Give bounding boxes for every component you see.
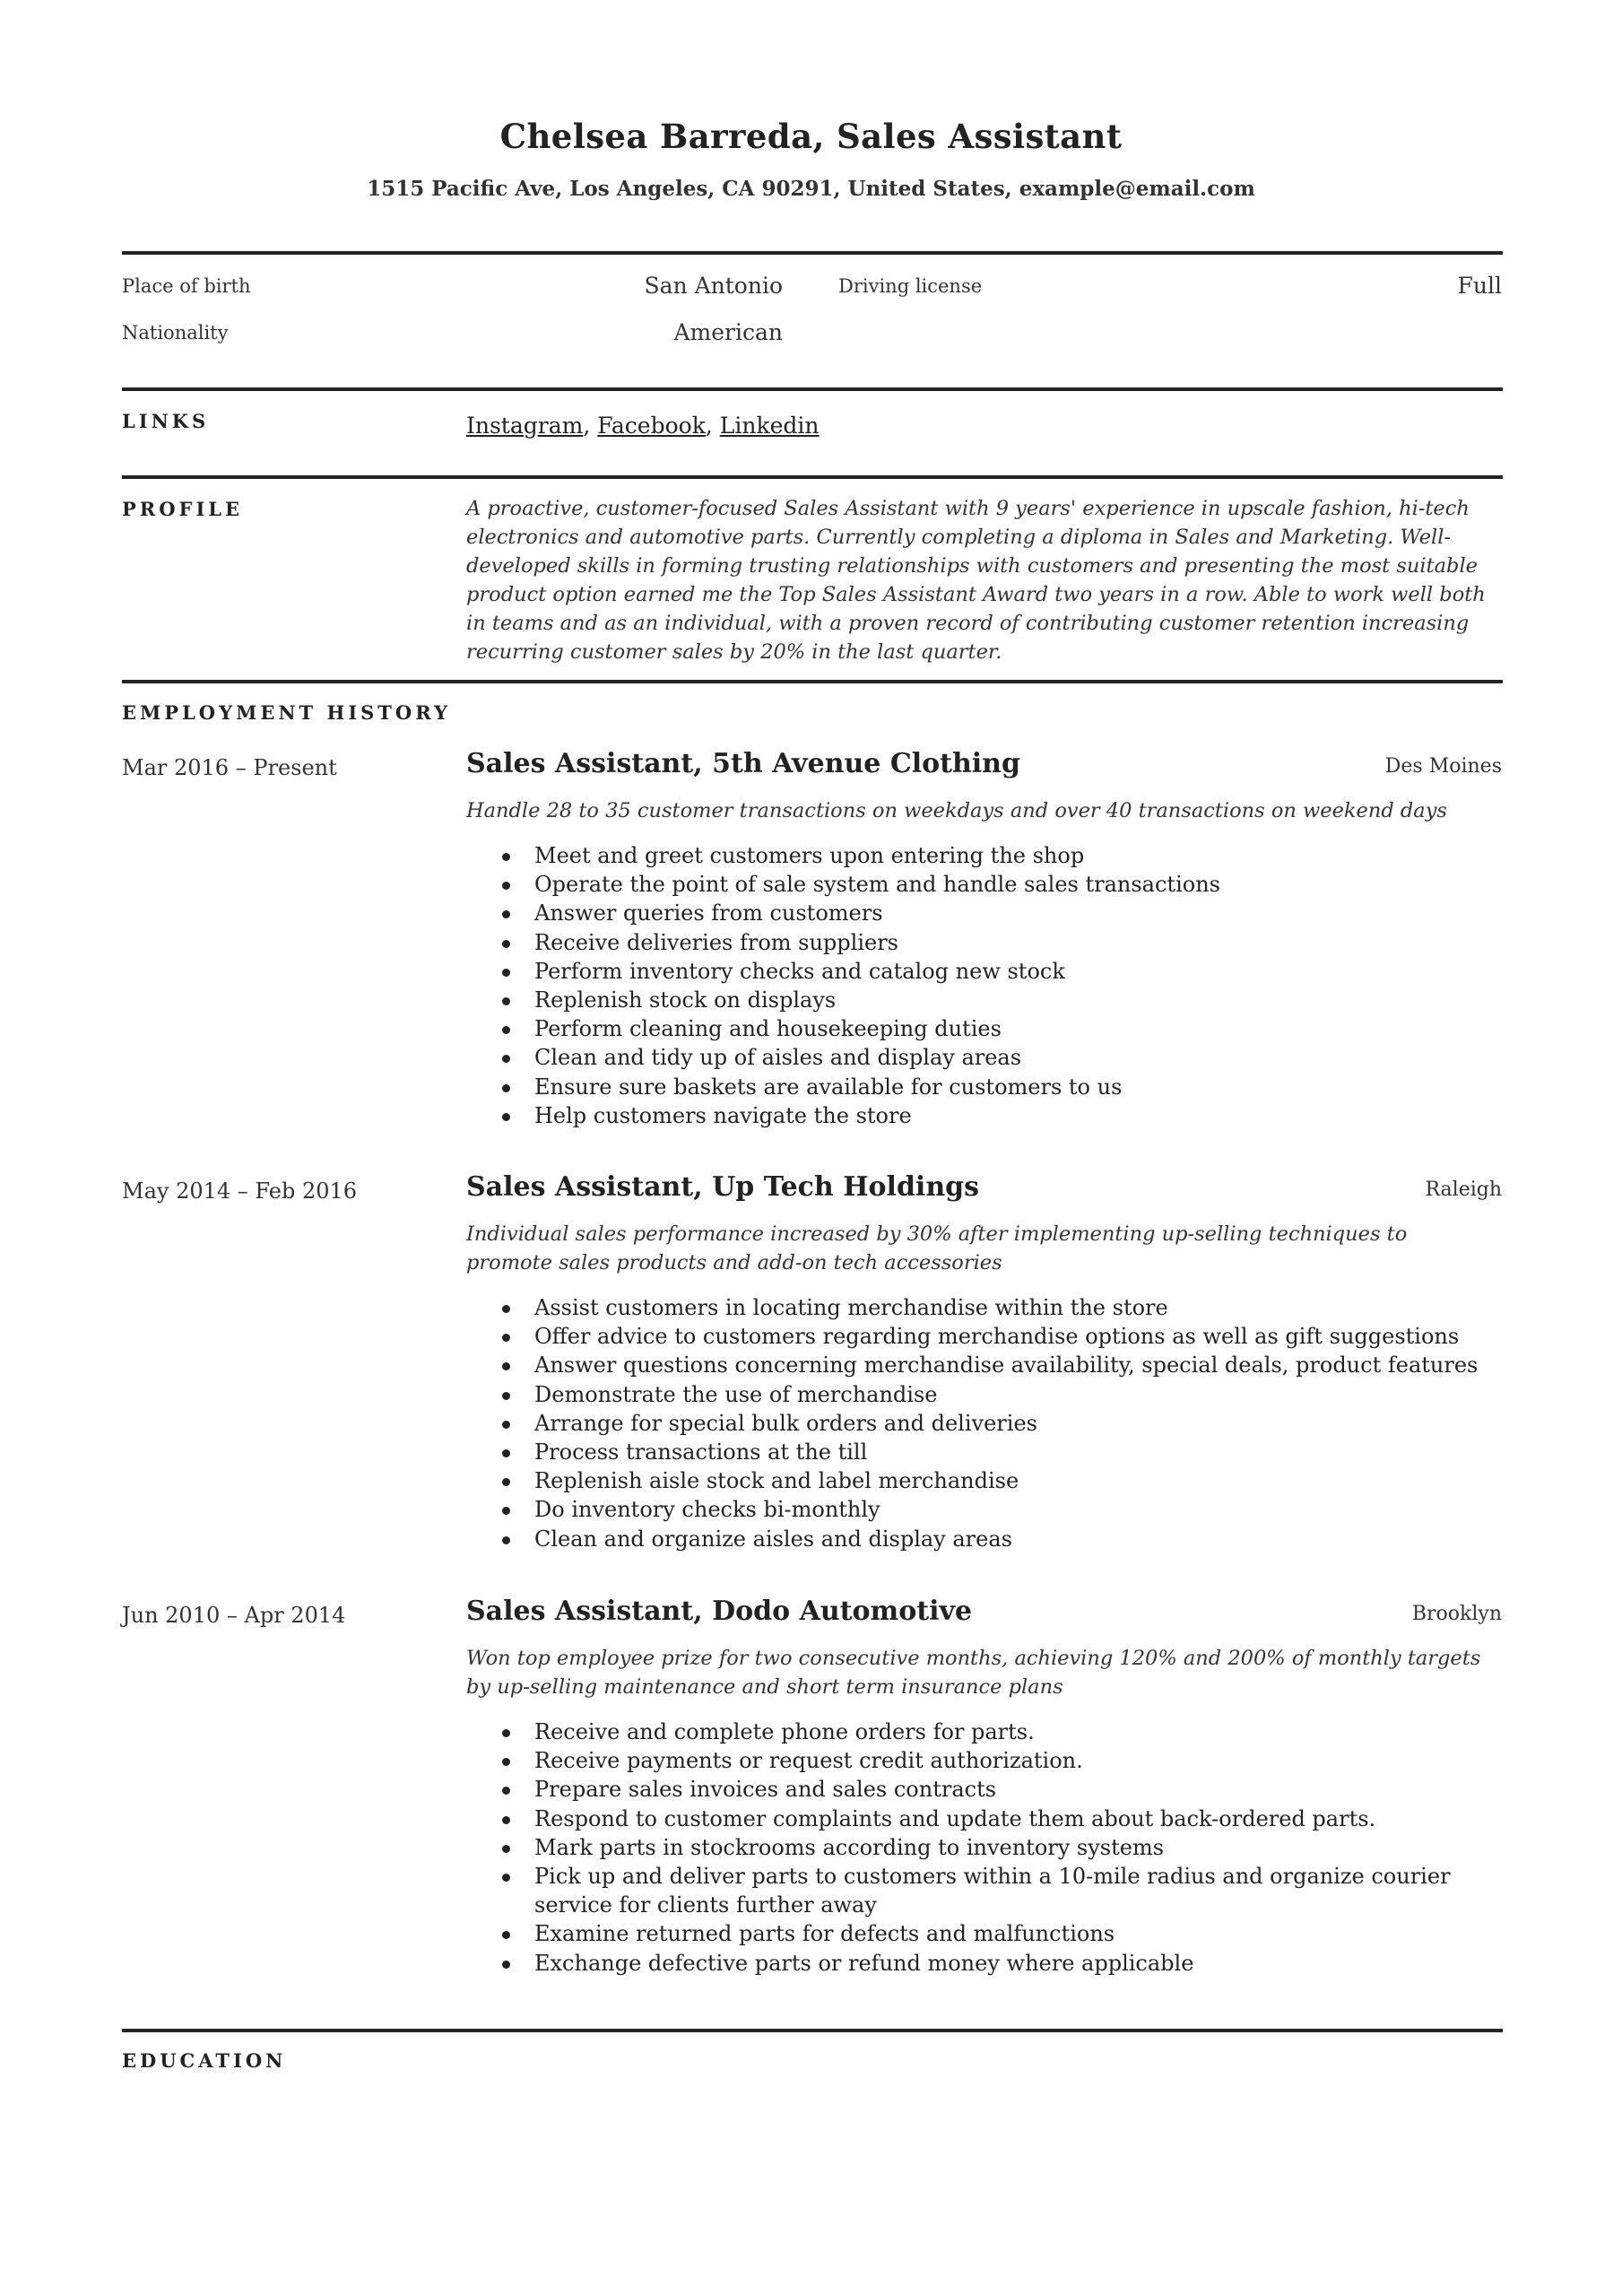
duty-item: Demonstrate the use of merchandise: [466, 1380, 1497, 1409]
duty-item: Receive deliveries from suppliers: [466, 928, 1497, 957]
duty-item: Answer queries from customers: [466, 899, 1497, 927]
duty-item: Examine returned parts for defects and malfunctions: [466, 1919, 1497, 1948]
divider: [122, 680, 1503, 683]
duty-item: Offer advice to customers regarding merchandise options as well as gift suggestions: [466, 1322, 1497, 1351]
bullet-icon: [502, 1055, 510, 1063]
bullet-icon: [502, 1536, 510, 1544]
bullet-icon: [502, 997, 510, 1005]
divider: [122, 251, 1503, 255]
education-heading: EDUCATION: [122, 2049, 287, 2072]
job-summary: Won top employee prize for two consecutive months, achieving 120% and 200% of monthly targets by up-selling maintenance and short term insurance plans: [466, 1647, 1481, 1699]
bullet-icon: [502, 1874, 510, 1882]
job-title: Sales Assistant, Dodo Automotive: [466, 1596, 973, 1627]
duty-item: Perform cleaning and housekeeping duties: [466, 1014, 1497, 1043]
job-duties: [466, 1293, 1497, 1553]
job-dates: May 2014 – Feb 2016: [122, 1178, 358, 1204]
bullet-icon: [502, 1758, 510, 1766]
links-heading: LINKS: [122, 410, 210, 432]
link-separator: ,: [583, 413, 598, 439]
bullet-icon: [502, 1816, 510, 1824]
bullet-icon: [502, 1084, 510, 1092]
job-title: Sales Assistant, Up Tech Holdings: [466, 1171, 979, 1203]
links-list: [466, 413, 820, 439]
linkedin-link[interactable]: Linkedin: [719, 413, 820, 439]
duty-item: Operate the point of sale system and handle sales transactions: [466, 870, 1497, 899]
job-duties: [466, 1718, 1497, 1978]
job-city: Brooklyn: [1411, 1603, 1502, 1625]
bullet-icon: [502, 882, 510, 890]
divider: [122, 387, 1503, 391]
bullet-icon: [502, 853, 510, 861]
profile-heading: PROFILE: [122, 498, 244, 520]
duty-item: Replenish stock on displays: [466, 986, 1497, 1014]
bullet-icon: [502, 1334, 510, 1342]
bullet-icon: [502, 1478, 510, 1486]
bullet-icon: [502, 1421, 510, 1429]
bullet-icon: [502, 1931, 510, 1939]
contact-line: 1515 Pacific Ave, Los Angeles, CA 90291, United States, example@email.com: [367, 177, 1255, 201]
divider: [122, 475, 1503, 479]
duty-item: Process transactions at the till: [466, 1438, 1497, 1466]
bullet-icon: [502, 910, 510, 918]
place-of-birth-label: Place of birth: [122, 275, 251, 297]
bullet-icon: [502, 1449, 510, 1457]
duty-item: Pick up and deliver parts to customers within a 10-mile radius and organize courier service for clients further away: [466, 1862, 1497, 1919]
place-of-birth-value: San Antonio: [644, 273, 783, 299]
duty-item: Prepare sales invoices and sales contracts: [466, 1775, 1497, 1804]
driving-license-value: Full: [1457, 273, 1502, 299]
driving-license-label: Driving license: [838, 275, 983, 297]
duty-item: Clean and organize aisles and display areas: [466, 1525, 1497, 1553]
bullet-icon: [502, 1961, 510, 1969]
duty-item: Perform inventory checks and catalog new stock: [466, 957, 1497, 986]
nationality-label: Nationality: [122, 322, 229, 344]
resume-name-title: Chelsea Barreda, Sales Assistant: [499, 117, 1123, 156]
bullet-icon: [502, 1392, 510, 1400]
duty-item: Assist customers in locating merchandise within the store: [466, 1293, 1497, 1322]
duty-item: Ensure sure baskets are available for customers to us: [466, 1073, 1497, 1101]
bullet-icon: [502, 969, 510, 977]
duty-item: Receive payments or request credit authorization.: [466, 1746, 1497, 1775]
bullet-icon: [502, 1305, 510, 1313]
job-dates: Mar 2016 – Present: [122, 755, 337, 780]
duty-item: Replenish aisle stock and label merchandise: [466, 1466, 1497, 1495]
nationality-value: American: [673, 319, 783, 345]
job-duties: [466, 841, 1497, 1130]
job-summary: Individual sales performance increased by 30% after implementing up-selling techniques to promote sales products and add-on tech accessories: [466, 1222, 1408, 1274]
employment-heading: EMPLOYMENT HISTORY: [122, 701, 452, 724]
duty-item: Exchange defective parts or refund money where applicable: [466, 1949, 1497, 1978]
duty-item: Clean and tidy up of aisles and display areas: [466, 1043, 1497, 1072]
profile-text: A proactive, customer-focused Sales Assistant with 9 years' experience in upscale fashion, hi-tech electronics and automotive parts. Currently completing a diploma in Sales and Marketing. Well-developed skills in forming trusting relationships with customers and presenting the most suitable product option earned me the Top Sales Assistant Award two years in a row. Able to work well both in teams and as an individual, with a proven record of contributing customer retention increasing recurring customer sales by 20% in the last quarter.: [466, 497, 1486, 664]
bullet-icon: [502, 1729, 510, 1737]
job-title: Sales Assistant, 5th Avenue Clothing: [466, 748, 1020, 779]
bullet-icon: [502, 940, 510, 948]
bullet-icon: [502, 1362, 510, 1370]
job-dates: Jun 2010 – Apr 2014: [122, 1603, 346, 1628]
job-city: Raleigh: [1425, 1178, 1502, 1201]
facebook-link[interactable]: Facebook: [597, 413, 706, 439]
instagram-link[interactable]: Instagram: [466, 413, 584, 439]
bullet-icon: [502, 1787, 510, 1795]
bullet-icon: [502, 1026, 510, 1034]
duty-item: Help customers navigate the store: [466, 1101, 1497, 1130]
job-summary: Handle 28 to 35 customer transactions on weekdays and over 40 transactions on weekend days: [466, 799, 1447, 822]
duty-item: Arrange for special bulk orders and deliveries: [466, 1409, 1497, 1438]
link-separator: ,: [705, 413, 720, 439]
duty-item: Respond to customer complaints and update them about back-ordered parts.: [466, 1805, 1497, 1833]
duty-item: Receive and complete phone orders for parts.: [466, 1718, 1497, 1746]
duty-item: Answer questions concerning merchandise availability, special deals, product features: [466, 1351, 1497, 1379]
duty-item: Mark parts in stockrooms according to inventory systems: [466, 1833, 1497, 1862]
bullet-icon: [502, 1845, 510, 1853]
divider: [122, 2029, 1503, 2032]
bullet-icon: [502, 1507, 510, 1515]
duty-item: Do inventory checks bi-monthly: [466, 1495, 1497, 1524]
job-city: Des Moines: [1384, 755, 1502, 778]
bullet-icon: [502, 1113, 510, 1121]
duty-item: Meet and greet customers upon entering the shop: [466, 841, 1497, 870]
